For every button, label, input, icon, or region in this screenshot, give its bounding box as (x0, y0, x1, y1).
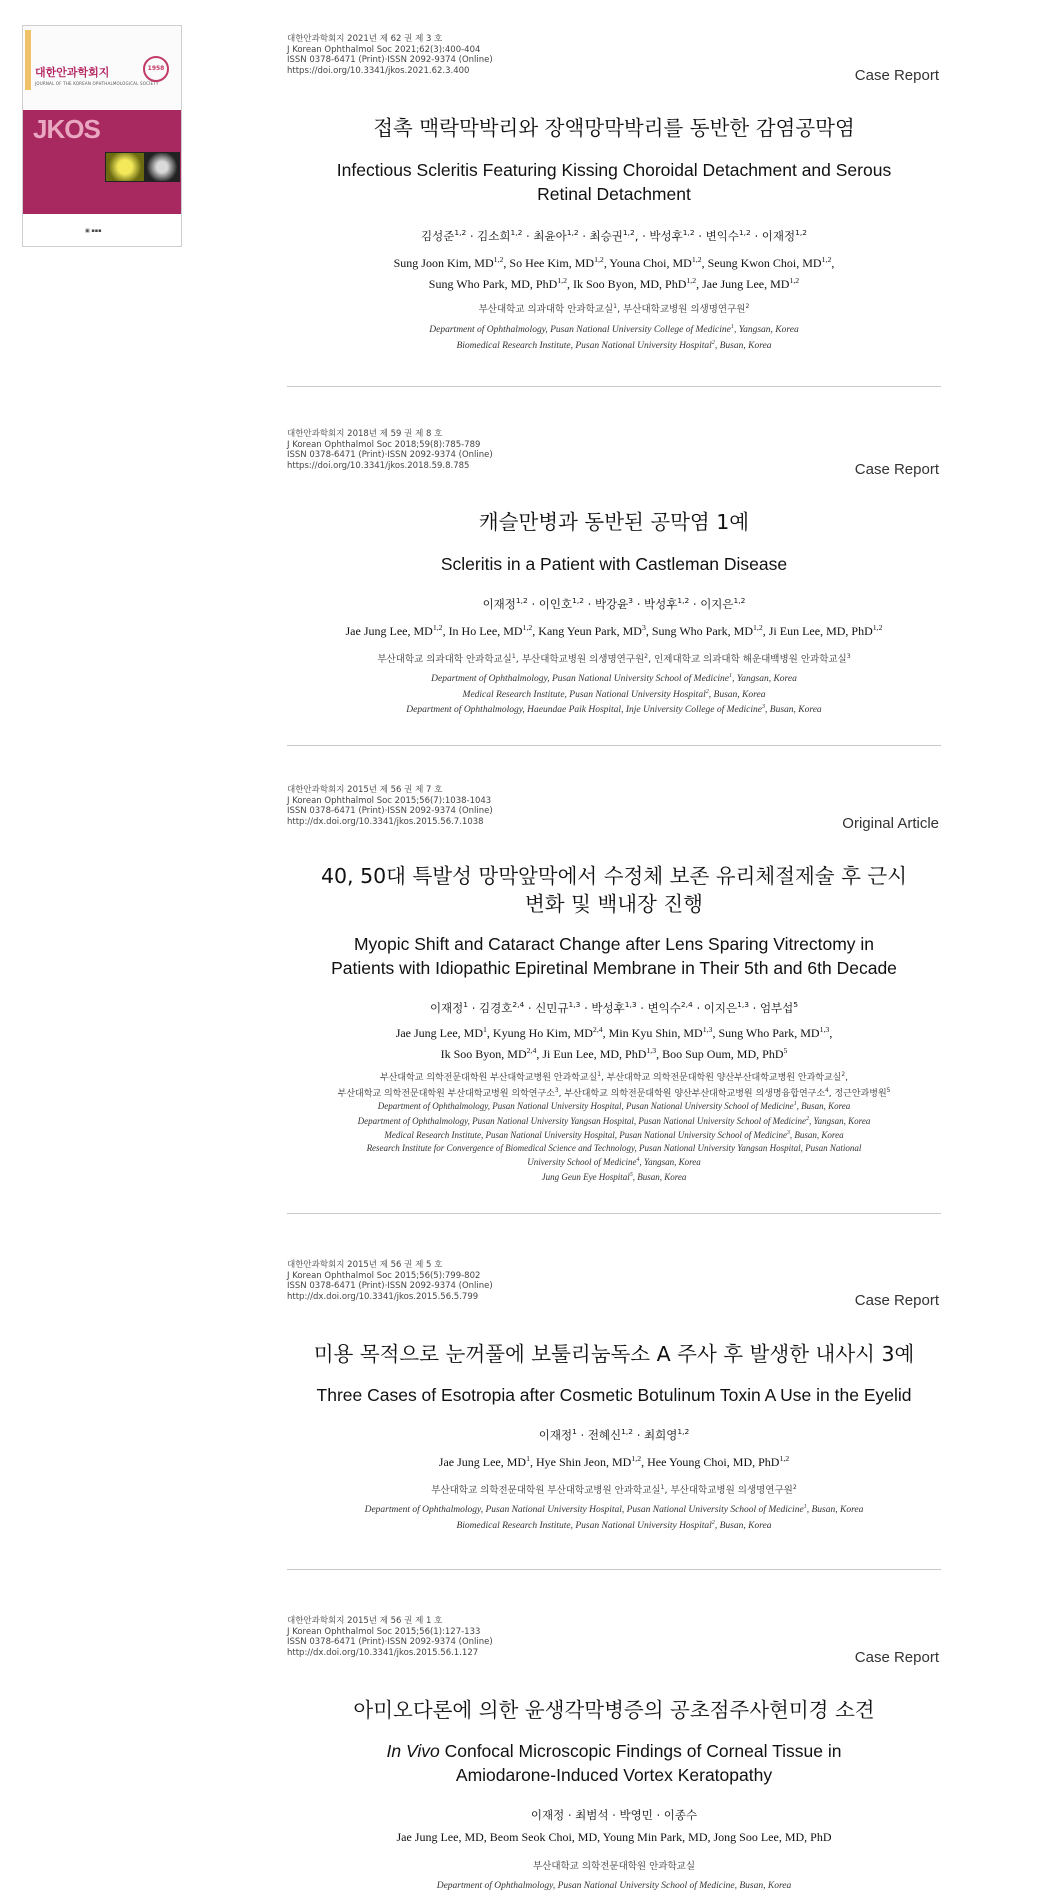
article-4-english-authors: Jae Jung Lee, $MD^1$, Hye Shin Jeon, MD$^{1,2}$, Hee Young Choi, MD, PhD$^{1,2}$ (438, 1454, 790, 1469)
doi-link[interactable]: http://dx.doi.org/10.3341/jkos.2015.56.7.1038 (287, 816, 484, 827)
article-4-korean-title[interactable]: 미용 목적으로 눈꺼풀에 보툴리눔독소 A 주사 후 발생한 내사시 3예 (313, 1342, 915, 1366)
article-4-korean-affiliations: 부산대학교 의학전문대학원 부산대학교병원 안과학교실$^1$, 부산대학교병원 의생명연구원$^2$ (431, 1484, 797, 1497)
article-3-korean-authors: 이재정$^1$ ⋅ 김경호$^{2,4}$ ⋅ 신민규$^{1,3}$ ⋅ 박성후$^{1,3}$ ⋅ 변익수$^{2,4}$ ⋅ 이지은$^{1,3}$ ⋅ 엄부섭$^5$ (429, 1000, 799, 1015)
article-1-meta (287, 34, 493, 76)
title-italic-part: In Vivo (386, 1741, 440, 1761)
article-5-type: Case Report (854, 1649, 939, 1666)
article-divider (287, 1213, 941, 1214)
cover-fundus-image (105, 152, 145, 182)
article-4-meta (287, 1260, 493, 1302)
article-divider (287, 1569, 941, 1570)
article-1-type: Case Report (854, 67, 939, 84)
meta-line: ISSN 0378-6471 (Print)⋅ISSN 2092-9374 (Online) (287, 1637, 493, 1647)
doi-link[interactable]: https://doi.org/10.3341/jkos.2018.59.8.785 (287, 460, 470, 471)
meta-line: 대한안과학회지 2021년 제 62 권 제 3 호 (287, 34, 443, 44)
meta-line: 대한안과학회지 2015년 제 56 권 제 5 호 (287, 1260, 443, 1270)
article-5-korean-affiliations: 부산대학교 의학전문대학원 안과학교실 (532, 1861, 696, 1872)
article-5-korean-title[interactable]: 아미오다론에 의한 윤생각막병증의 공초점주사현미경 소견 (353, 1698, 875, 1722)
meta-line: ISSN 0378-6471 (Print)⋅ISSN 2092-9374 (Online) (287, 806, 493, 816)
article-2-english-title[interactable]: Scleritis in a Patient with Castleman Disease (440, 554, 788, 574)
article-3-english-authors: Jae Jung Lee, $MD^1$, Kyung Ho Kim, MD$^{2,4}$, Min Kyu Shin, MD$^{1,3}$, Sung Who Park, MD$^{1,3}$, Ik Soo Byon, MD$^{2,4}$, Ji Eun Lee, MD, PhD$^{1,3}$, Boo Sup Oum, MD, PhD$^5$ (395, 1025, 833, 1061)
article-3-meta (287, 785, 493, 827)
cover-header (23, 26, 181, 110)
article-2-english-affiliations: Department of Ophthalmology, Pusan National University School of Medicine$^1$, Yangsan, Korea Medical Research Institute, Pusan National University Hospital$^2$, Busan, Korea Department of Ophthalmology, Haeundae Paik Hospital, Inje University College of Medicine$^3$, Busan, Korea (406, 673, 822, 716)
cover-year-badge: 1958 (143, 56, 169, 82)
article-3-type: Original Article (842, 815, 939, 832)
journal-cover-image (22, 25, 182, 247)
cover-oct-image (144, 152, 180, 182)
article-2-korean-title[interactable]: 캐슬만병과 동반된 공막염 1예 (478, 510, 750, 534)
meta-line: J Korean Ophthalmol Soc 2015;56(5):799-802 (287, 1270, 481, 1281)
article-3-korean-affiliations: 부산대학교 의학전문대학원 부산대학교병원 안과학교실$^1$, 부산대학교 의학전문대학원 양산부산대학교병원 안과학교실$^2$, 부산대학교 의학전문대학원 부산대학교병원 의학연구소$^3$, 부산대학교 의학전문대학원 양산부산대학교병원 의생명융합연구소$^4$, 정근안과병원$^5$ (337, 1072, 891, 1099)
title-rest: Confocal Microscopic Findings of Corneal Tissue in Amiodarone-Induced Vortex Keratopathy (439, 1741, 842, 1785)
article-5-english-title[interactable] (287, 1739, 941, 1787)
meta-line: 대한안과학회지 2015년 제 56 권 제 1 호 (287, 1616, 443, 1626)
article-4-english-title[interactable]: Three Cases of Esotropia after Cosmetic Botulinum Toxin A Use in the Eyelid (316, 1385, 912, 1405)
meta-line: J Korean Ophthalmol Soc 2015;56(7):1038-1043 (287, 795, 492, 806)
doi-link[interactable]: http://dx.doi.org/10.3341/jkos.2015.56.5.799 (287, 1291, 479, 1302)
meta-line: ISSN 0378-6471 (Print)⋅ISSN 2092-9374 (Online) (287, 55, 493, 65)
meta-line: ISSN 0378-6471 (Print)⋅ISSN 2092-9374 (Online) (287, 450, 493, 460)
article-4-korean-authors: 이재정$^1$ ⋅ 전혜신$^{1,2}$ ⋅ 최희영$^{1,2}$ (538, 1427, 690, 1442)
article-2-type: Case Report (854, 461, 939, 478)
article-divider (287, 386, 941, 387)
meta-line: ISSN 0378-6471 (Print)⋅ISSN 2092-9374 (Online) (287, 1281, 493, 1291)
article-3-english-affiliations: Department of Ophthalmology, Pusan National University Hospital, Pusan National University School of Medicine$^1$, Busan, Korea Department of Ophthalmology, Pusan National University Yangsan Hospital, Pusan National University School of Medicine$^2$, Yangsan, Korea Medical Research Institute, Pusan National University Hospital, Pusan National University School of Medicine$^3$, Busan, Korea Research Institute for Convergence of Biomedical Science and Technology, Pusan National University Yangsan Hospital, Pusan National University School of Medicine$^4$, Yangsan, Korea Jung Geun Eye Hospital$^5$, Busan, Korea (357, 1101, 871, 1182)
article-1-english-affiliations: Department of Ophthalmology, Pusan National University College of Medicine$^1$, Yangsan, Korea Biomedical Research Institute, Pusan National University Hospital$^2$, Busan, Korea (429, 324, 799, 351)
article-1-korean-title[interactable]: 접촉 맥락막박리와 장액망막박리를 동반한 감염공막염 (373, 116, 855, 140)
article-5-korean-authors: 이재정 ⋅ 최범석 ⋅ 박영민 ⋅ 이종수 (530, 1808, 698, 1822)
article-4-type: Case Report (854, 1292, 939, 1309)
meta-line: 대한안과학회지 2018년 제 59 권 제 8 호 (287, 429, 443, 439)
meta-line: J Korean Ophthalmol Soc 2018;59(8):785-789 (287, 439, 481, 450)
article-2-korean-authors: 이재정$^{1,2}$ ⋅ 이인호$^{1,2}$ ⋅ 박강윤$^3$ ⋅ 박성후$^{1,2}$ ⋅ 이지은$^{1,2}$ (482, 596, 746, 611)
meta-line: 대한안과학회지 2015년 제 56 권 제 7 호 (287, 785, 443, 795)
article-2-korean-affiliations: 부산대학교 의과대학 안과학교실$^1$, 부산대학교병원 의생명연구원$^2$, 인제대학교 의과대학 해운대백병원 안과학교실$^3$ (377, 653, 851, 666)
article-1-korean-affiliations: 부산대학교 의과대학 안과학교실$^1$, 부산대학교병원 의생명연구원$^2$ (478, 303, 750, 316)
cover-footer (23, 214, 181, 246)
article-2-meta (287, 429, 493, 471)
article-2-english-authors: Jae Jung Lee, MD$^{1,2}$, In Ho Lee, MD$^{1,2}$, Kang Yeun Park, $MD^3$, Sung Who Park, MD$^{1,2}$, Ji Eun Lee, MD, PhD$^{1,2}$ (345, 623, 883, 638)
article-3-english-title[interactable]: Myopic Shift and Cataract Change after Lens Sparing Vitrectomy in Patients with Idiopathic Epiretinal Membrane in Their 5th and 6th Decade (331, 934, 897, 978)
cover-title: 대한안과학회지 (35, 66, 110, 79)
cover-publisher-mark: ▣ ▪▪▪ (85, 228, 102, 234)
article-divider (287, 745, 941, 746)
doi-link[interactable]: https://doi.org/10.3341/jkos.2021.62.3.400 (287, 65, 470, 76)
article-1-english-authors: Sung Joon Kim, MD$^{1,2}$, So Hee Kim, MD$^{1,2}$, Youna Choi, MD$^{1,2}$, Seung Kwon Choi, MD$^{1,2}$, Sung Who Park, MD, PhD$^{1,2}$, Ik Soo Byon, MD, PhD$^{1,2}$, Jae Jung Lee, MD$^{1,2}$ (393, 255, 835, 291)
cover-spine (25, 30, 31, 90)
article-3-korean-title[interactable]: 40, 50대 특발성 망막앞막에서 수정체 보존 유리체절제술 후 근시변화 및 백내장 진행 (320, 864, 908, 916)
cover-subtitle: JOURNAL OF THE KOREAN OPHTHALMOLOGICAL SOCIETY (35, 81, 159, 86)
meta-line: J Korean Ophthalmol Soc 2021;62(3):400-404 (287, 44, 481, 55)
cover-logo: JKOS (33, 114, 100, 144)
article-4-english-affiliations: Department of Ophthalmology, Pusan National University Hospital, Pusan National University School of Medicine$^1$, Busan, Korea Biomedical Research Institute, Pusan National University Hospital$^2$, Busan, Korea (364, 1504, 864, 1531)
article-5-meta (287, 1616, 493, 1658)
article-1-english-title[interactable]: Infectious Scleritis Featuring Kissing Choroidal Detachment and Serous Retinal Detachment (336, 160, 892, 204)
meta-line: J Korean Ophthalmol Soc 2015;56(1):127-133 (287, 1626, 481, 1637)
article-5-english-affiliations: Department of Ophthalmology, Pusan National University School of Medicine, Busan, Korea (436, 1881, 792, 1891)
article-1-korean-authors: 김성준$^{1,2}$ ⋅ 김소희$^{1,2}$ ⋅ 최윤아$^{1,2}$ ⋅ 최승권$^{1,2}$, ⋅ 박성후$^{1,2}$ ⋅ 변익수$^{1,2}$ ⋅ 이재정$^{1,2}$ (421, 228, 807, 243)
article-5-english-authors: Jae Jung Lee, MD, Beom Seok Choi, MD, Young Min Park, MD, Jong Soo Lee, MD, PhD (396, 1830, 832, 1844)
doi-link[interactable]: http://dx.doi.org/10.3341/jkos.2015.56.1.127 (287, 1647, 479, 1658)
cover-band (23, 110, 181, 214)
